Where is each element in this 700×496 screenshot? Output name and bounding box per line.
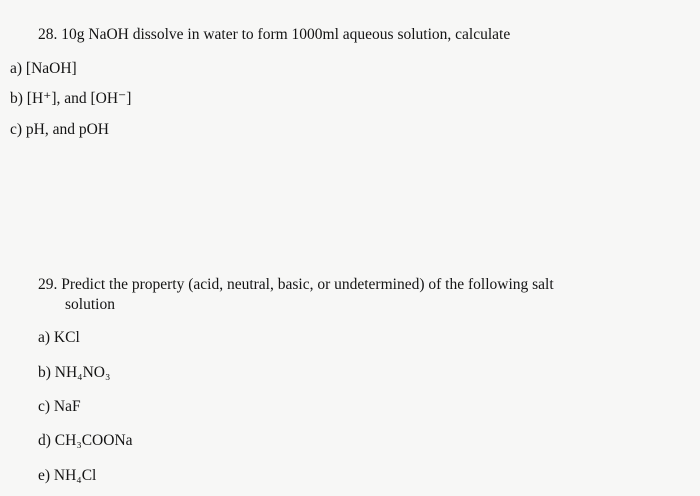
q29-part-e: e) NH₄Cl	[38, 467, 97, 484]
q29-part-b: b) NH₄NO₃	[38, 364, 111, 381]
q28-part-a: a) [NaOH]	[10, 60, 77, 77]
q29-part-d: d) CH₃COONa	[38, 432, 133, 449]
q29-part-c: c) NaF	[38, 398, 81, 415]
q29-title-line2: solution	[65, 296, 115, 313]
q29-part-a: a) KCl	[38, 329, 80, 346]
q28-title: 28. 10g NaOH dissolve in water to form 1000ml aqueous solution, calculate	[38, 26, 511, 43]
q28-part-c: c) pH, and pOH	[10, 121, 110, 138]
q28-part-b: b) [H⁺], and [OH⁻]	[10, 90, 132, 107]
bleed-through-text	[255, 70, 258, 86]
q29-title-line1: 29. Predict the property (acid, neutral, basic, or undetermined) of the following salt	[38, 276, 554, 293]
